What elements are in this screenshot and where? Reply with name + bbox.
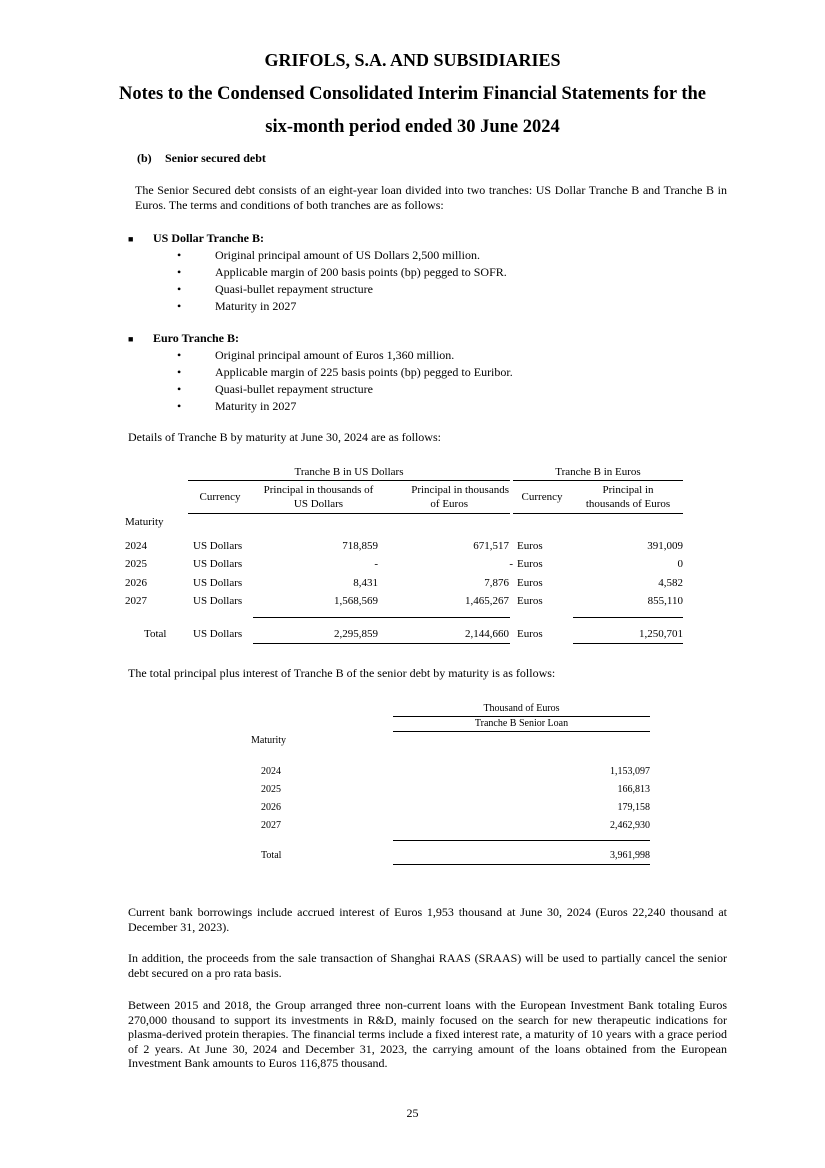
bullet-icon: •: [177, 265, 182, 279]
col-header-eurusd: Principal in thousands: [411, 484, 509, 496]
page-number: 25: [406, 1106, 419, 1120]
row-eurusd: -: [509, 558, 513, 570]
row-value: 166,813: [617, 784, 650, 795]
col-header-usd-2: US Dollars: [293, 498, 344, 510]
col-header-eurusd-2: of Euros: [430, 498, 468, 510]
col-header-currency: Currency: [199, 491, 241, 503]
bullet-icon: •: [177, 299, 182, 313]
list-item: Maturity in 2027: [215, 399, 297, 413]
row-currency2: Euros: [517, 577, 543, 589]
company-name: GRIFOLS, S.A. AND SUBSIDIARIES: [264, 50, 561, 70]
row-header-maturity: Maturity: [125, 516, 164, 528]
intro-paragraph: The Senior Secured debt consists of an eight-year loan divided into two tranches: US Dollar Tranche B and Tranche B in Euros. The terms and conditions of both tranches are as follows:: [135, 183, 727, 212]
list-item: Maturity in 2027: [215, 299, 297, 313]
paragraph-eib-loans: Between 2015 and 2018, the Group arranged three non-current loans with the European Investment Bank totaling Euros 270,000 thousand to support its investments in R&D, mainly focused on the search for new therapeutic indications for plasma-derived protein therapies. The financial terms include a fixed interest rate, a maturity of 10 years with a grace period of 2 years. At June 30, 2024 and December 31, 2023, the carrying amount of the loans obtained from the European Investment Bank amounts to Euros 116,875 thousand.: [128, 998, 727, 1070]
total-currency2: Euros: [517, 628, 543, 640]
tranche-eur-title: Euro Tranche B:: [153, 331, 240, 345]
bullet-icon: •: [177, 365, 182, 379]
row-eurusd: 671,517: [473, 540, 509, 552]
divider: [253, 643, 510, 644]
bullet-icon: •: [177, 382, 182, 396]
row-year: 2026: [125, 577, 147, 589]
total-usd: 2,295,859: [334, 628, 378, 640]
row-eur: 855,110: [647, 595, 683, 607]
row-currency: US Dollars: [193, 577, 243, 589]
row-usd: 8,431: [353, 577, 378, 589]
page-title: Notes to the Condensed Consolidated Interim Financial Statements for the: [118, 84, 706, 104]
table2-intro: The total principal plus interest of Tranche B of the senior debt by maturity is as follows:: [128, 666, 556, 680]
row-year: 2024: [261, 766, 281, 777]
table1-intro: Details of Tranche B by maturity at June 30, 2024 are as follows:: [128, 430, 441, 444]
row-currency2: Euros: [517, 595, 543, 607]
square-bullet-icon: ■: [128, 334, 134, 344]
tranche-eur-block: [128, 330, 628, 415]
row-eurusd: 7,876: [484, 577, 509, 589]
bullet-icon: •: [177, 248, 182, 262]
row-usd: 1,568,569: [334, 595, 378, 607]
list-item: Quasi-bullet repayment structure: [215, 282, 373, 296]
paragraph-accrued-interest: Current bank borrowings include accrued interest of Euros 1,953 thousand at June 30, 2024 (Euros 22,240 thousand at December 31, 2023).: [128, 905, 727, 934]
total-eur: 1,250,701: [639, 628, 683, 640]
divider: [393, 840, 650, 841]
list-item: Quasi-bullet repayment structure: [215, 382, 373, 396]
row-currency2: Euros: [517, 558, 543, 570]
row-eur: 391,009: [647, 540, 683, 552]
tranche-usd-title: US Dollar Tranche B:: [153, 231, 265, 245]
col-header-currency2: Currency: [521, 491, 563, 503]
tranche-usd-block: [128, 230, 628, 315]
row-year: 2024: [125, 540, 147, 552]
row-eurusd: 1,465,267: [465, 595, 509, 607]
col-header-eur-2: thousands of Euros: [585, 498, 671, 510]
row-value: 1,153,097: [610, 766, 650, 777]
page-title-line2: six-month period ended 30 June 2024: [265, 117, 560, 137]
section-title: Senior secured debt: [165, 151, 266, 165]
list-item: Original principal amount of US Dollars 2,500 million.: [215, 248, 480, 262]
list-item: Applicable margin of 225 basis points (bp) pegged to Euribor.: [215, 365, 513, 379]
divider: [573, 617, 683, 618]
row-value: 179,158: [617, 802, 650, 813]
list-item: Applicable margin of 200 basis points (bp) pegged to SOFR.: [215, 265, 507, 279]
total-value: 3,961,998: [610, 850, 650, 861]
divider: [393, 716, 650, 717]
row-currency: US Dollars: [193, 540, 243, 552]
list-item: Original principal amount of Euros 1,360 million.: [215, 348, 455, 362]
col-header-usd: Principal in thousands of: [263, 484, 374, 496]
row-year: 2027: [261, 820, 281, 831]
col-header-eur: Principal in: [602, 484, 654, 496]
col-header-senior-loan: Tranche B Senior Loan: [474, 718, 569, 729]
total-currency: US Dollars: [193, 628, 243, 640]
divider: [573, 643, 683, 644]
row-year: 2026: [261, 802, 281, 813]
row-currency2: Euros: [517, 540, 543, 552]
divider: [513, 480, 683, 481]
group-header-usd: Tranche B in US Dollars: [294, 466, 404, 478]
divider: [393, 731, 650, 732]
col-header-thousand-euros: Thousand of Euros: [483, 703, 560, 714]
divider: [393, 864, 650, 865]
row-year: 2025: [261, 784, 281, 795]
divider: [188, 513, 510, 514]
row-currency: US Dollars: [193, 558, 243, 570]
bullet-icon: •: [177, 282, 182, 296]
square-bullet-icon: ■: [128, 234, 134, 244]
section-label: (b): [137, 151, 152, 165]
total-eurusd: 2,144,660: [465, 628, 509, 640]
row-eur: 4,582: [658, 577, 683, 589]
row-header-maturity: Maturity: [251, 735, 286, 746]
bullet-icon: •: [177, 399, 182, 413]
paragraph-sraas: In addition, the proceeds from the sale transaction of Shanghai RAAS (SRAAS) will be used to partially cancel the senior debt secured on a pro rata basis.: [128, 951, 727, 980]
row-usd: 718,859: [342, 540, 378, 552]
row-currency: US Dollars: [193, 595, 243, 607]
divider: [188, 480, 510, 481]
row-year: 2025: [125, 558, 147, 570]
group-header-eur: Tranche B in Euros: [555, 466, 641, 478]
divider: [513, 513, 683, 514]
bullet-icon: •: [177, 348, 182, 362]
row-usd: -: [374, 558, 378, 570]
divider: [253, 617, 510, 618]
total-label: Total: [261, 850, 282, 861]
total-label: Total: [144, 628, 167, 640]
row-value: 2,462,930: [610, 820, 650, 831]
row-eur: 0: [677, 558, 683, 570]
row-year: 2027: [125, 595, 147, 607]
